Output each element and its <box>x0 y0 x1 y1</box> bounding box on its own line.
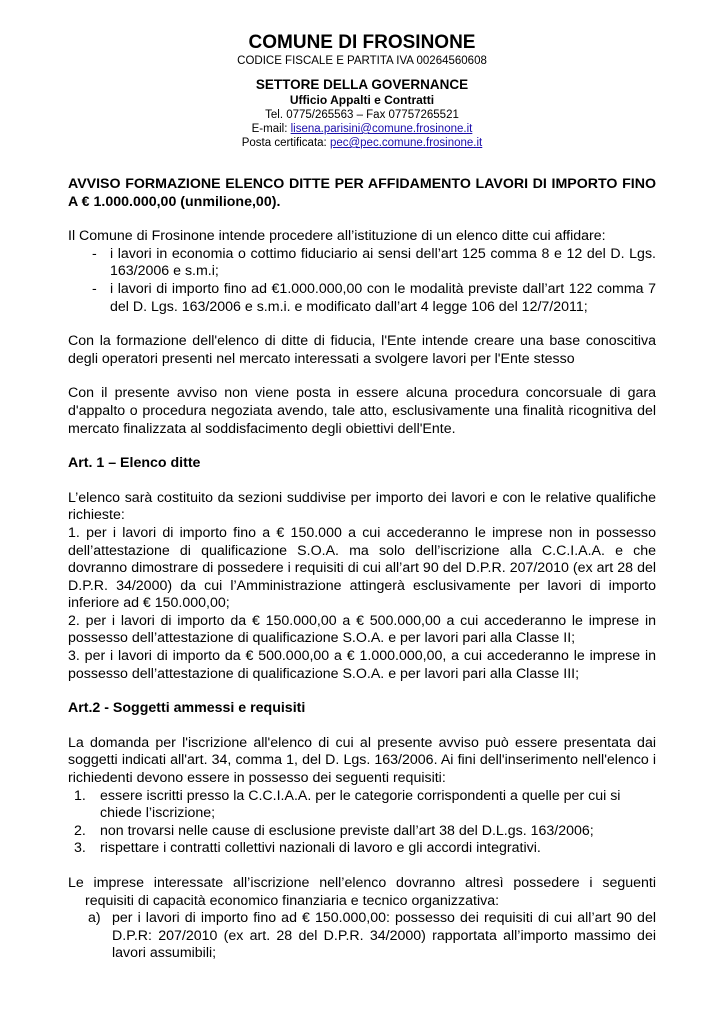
list-marker: - <box>92 245 97 262</box>
requirement-item <box>68 823 656 841</box>
list-marker: a) <box>88 910 101 927</box>
email-link[interactable]: lisena.parisini@comune.frosinone.it <box>290 123 473 135</box>
phone-fax: Tel. 0775/265563 – Fax 07757265521 <box>265 109 459 121</box>
list-marker: 1. <box>74 787 86 804</box>
intro-item <box>68 281 656 316</box>
capacity-text: Le imprese interessate all’iscrizione nell’elenco dovranno altresì possedere i seguenti requisiti di capacità economico finanziaria e tecnico organizzativa: <box>68 875 656 909</box>
sector-name: SETTORE DELLA GOVERNANCE <box>255 77 469 92</box>
list-item-text: i lavori in economia o cottimo fiduciario ai sensi dell’art 125 comma 8 e 12 del D. Lgs. 163/2006 e s.m.i; <box>110 245 656 280</box>
art1-text: L’elenco sarà costituito da sezioni suddivise per importo dei lavori e con le relative qualifiche richieste: <box>68 489 656 524</box>
capacity-item <box>68 910 656 963</box>
intro-item <box>68 246 656 281</box>
art1-item: 2. per i lavori di importo da € 150.000,00 a € 500.000,00 a cui accederanno le imprese in possesso dell’attestazione di qualificazione S.O.A. e per lavori pari alla Classe II; <box>68 612 656 647</box>
municipality-title: COMUNE DI FROSINONE <box>248 32 476 53</box>
list-marker: 3. <box>74 840 86 857</box>
requirement-item <box>68 840 656 858</box>
list-item-text: rispettare i contratti collettivi nazionali di lavoro e gli accordi integrativi. <box>100 840 541 857</box>
email-label: E-mail: <box>251 123 291 135</box>
list-item-text: non trovarsi nelle cause di esclusione previste dall’art 38 del D.L.gs. 163/2006; <box>100 822 594 839</box>
email-line <box>68 122 656 136</box>
art2-text: La domanda per l'iscrizione all'elenco di cui al presente avviso può essere presentata dai soggetti indicati all'art. 34, comma 1, del D. Lgs. 163/2006. Ai fini dell'inserimento nell'elenco i richiedenti devono essere in possesso dei seguenti requisiti: <box>68 734 656 787</box>
paragraph-fiducia: Con la formazione dell'elenco di ditte di fiducia, l'Ente intende creare una base conoscitiva degli operatori presenti nel mercato interessati a svolgere lavori per l'Ente stesso <box>68 333 656 367</box>
pec-link[interactable]: pec@pec.comune.frosinone.it <box>329 137 483 149</box>
art1-heading: Art. 1 – Elenco ditte <box>68 455 201 472</box>
pec-line <box>68 136 656 150</box>
list-item-text: i lavori di importo fino ad €1.000.000,00 con le modalità previste dall’art 122 comma 7 del D. Lgs. 163/2006 e s.m.i. e modificato dall’art 4 legge 106 del 12/7/2011; <box>110 280 656 315</box>
art1-item: 3. per i lavori di importo da € 500.000,00 a € 1.000.000,00, a cui accederanno le imprese in possesso dell’attestazione di qualificazione S.O.A. e per lavori pari alla Classe III; <box>68 648 656 682</box>
office-name: Ufficio Appalti e Contratti <box>289 93 435 107</box>
art2-heading: Art.2 - Soggetti ammessi e requisiti <box>68 700 306 717</box>
fiscal-code: CODICE FISCALE E PARTITA IVA 00264560608 <box>237 55 487 67</box>
list-marker: - <box>92 280 97 297</box>
letterhead <box>68 0 656 150</box>
pec-label: Posta certificata: <box>241 137 330 149</box>
art1-item: 1. per i lavori di importo fino a € 150.000 a cui accederanno le imprese non in possesso dell’attestazione di qualificazione S.O.A. ma solo dell’iscrizione alla C.C.I.A.A. e che dovranno dimostrare di possedere i requisiti di cui all’art 90 del D.P.R. 207/2010 (ex art 28 del D.P.R. 34/2000) da cui l’Amministrazione attingerà esclusivamente per lavori di importo inferiore ad € 150.000,00; <box>68 524 656 612</box>
requirement-item <box>68 788 656 823</box>
list-item-text: essere iscritti presso la C.C.I.A.A. per le categorie corrispondenti a quelle per cui si chiede l’iscrizione; <box>100 787 621 822</box>
paragraph-avviso: Con il presente avviso non viene posta in essere alcuna procedura concorsuale di gara d'appalto o procedura negoziata avendo, tale atto, esclusivamente una finalità ricognitiva del mercato finalizzata al soddisfacimento degli obiettivi dell'Ente. <box>68 385 656 437</box>
notice-title: AVVISO FORMAZIONE ELENCO DITTE PER AFFIDAMENTO LAVORI DI IMPORTO FINO A € 1.000.000,00 (unmilione,00). <box>68 176 656 210</box>
list-marker: 2. <box>74 822 86 839</box>
intro-text: Il Comune di Frosinone intende procedere all’istituzione di un elenco ditte cui affidare: <box>68 228 606 245</box>
list-item-text: per i lavori di importo fino ad € 150.000,00: possesso dei requisiti di cui all’art 90 del D.P.R: 207/2010 (ex art. 28 del D.P.R. 34/2000) rapportata all’importo massimo dei lavori assumibili; <box>112 910 656 962</box>
